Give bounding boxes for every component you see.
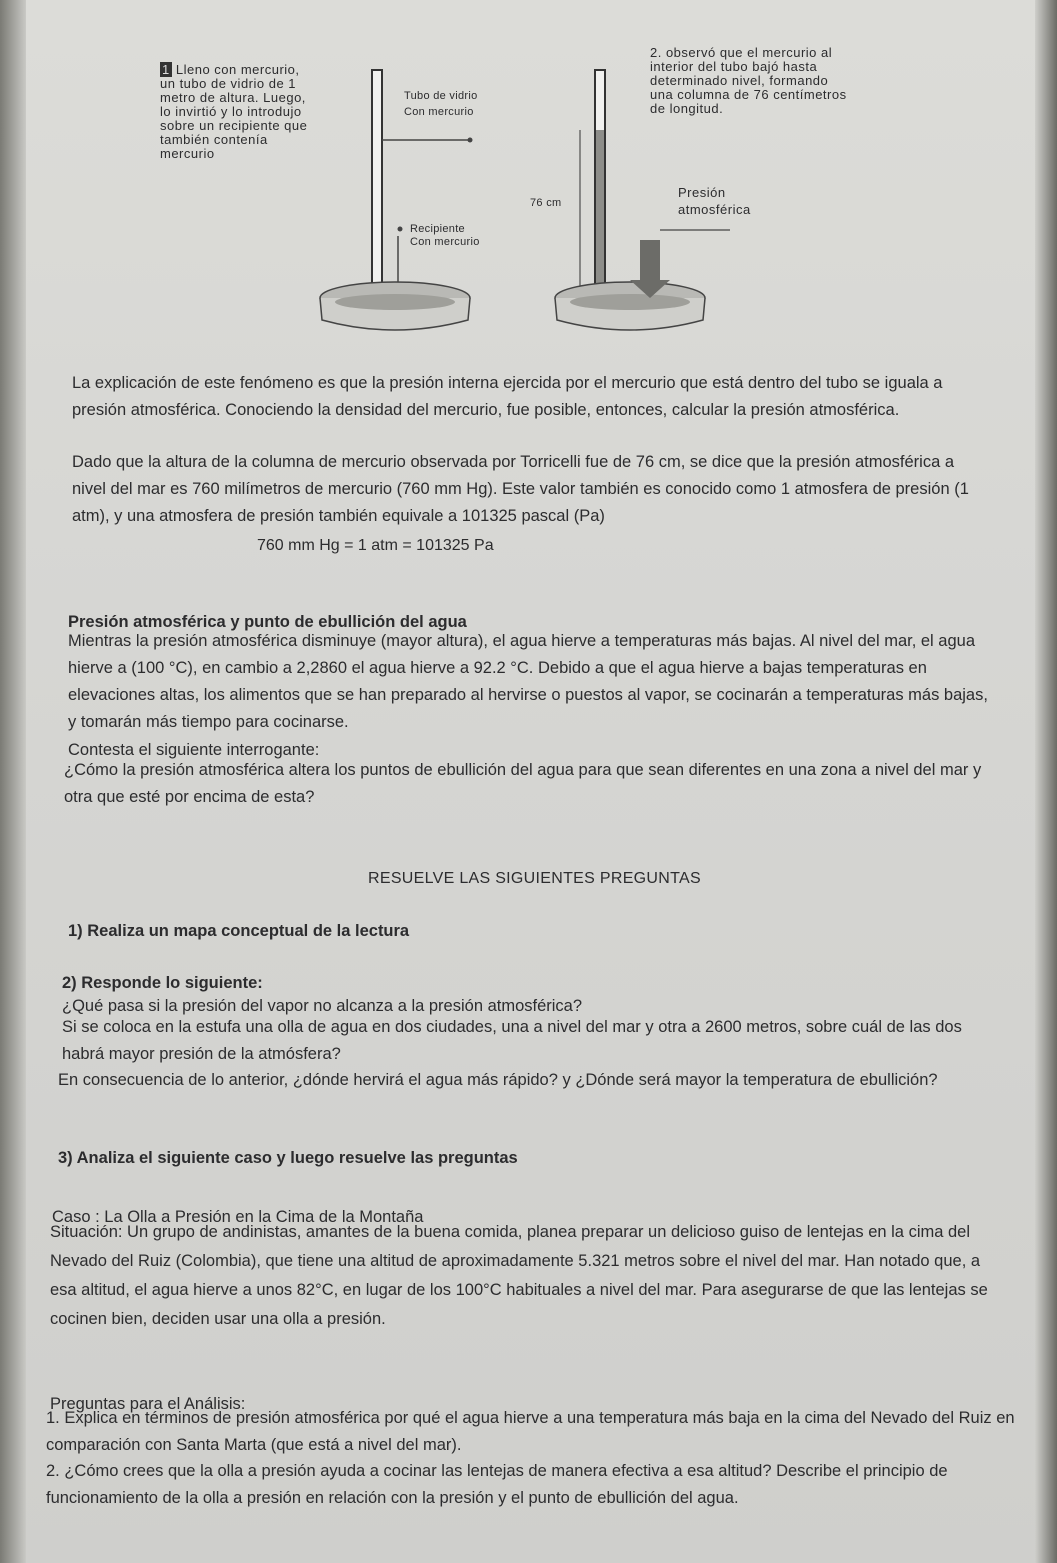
section-title-resuelve: RESUELVE LAS SIGUIENTES PREGUNTAS <box>368 870 701 887</box>
label-tube-2: Con mercurio <box>404 106 474 118</box>
analysis-title: Preguntas para el Análisis: <box>50 1395 246 1413</box>
label-container: Recipiente <box>410 223 465 235</box>
intro-paragraph-2: Dado que la altura de la columna de mercurio observada por Torricelli fue de 76 cm, se dice que la presión atmosférica a nivel del mar es 760 milímetros de mercurio (760 mm Hg). Este valor también es conocido como 1 atmosfera de presión (1 atm), y una atmosfera de presión también equivale a 101325 pascal (Pa) <box>72 453 969 525</box>
background-edge-left <box>0 0 26 1563</box>
step2-text: 2. observó que el mercurio al interior del tubo bajó hasta determinado nivel, formando una columna de 76 centímetros de longitud. <box>650 45 847 116</box>
section-paragraph-boiling: Mientras la presión atmosférica disminuye (mayor altura), el agua hierve a temperaturas más bajas. Al nivel del mar, el agua hierve a (100 °C), en cambio a 2,2860 el agua hierve a 92.2 °C. Debido a que el agua hierve a bajas temperaturas en elevaciones altas, los alimentos que se han preparado al hervirse o puestos al vapor, se cocinarán a temperaturas más bajas, y tomarán más tiempo para cocinarse. <box>68 632 988 731</box>
step1-number: 1 <box>162 62 170 77</box>
question-3-title: 3) Analiza el siguiente caso y luego resuelve las preguntas <box>58 1149 518 1167</box>
background-edge-right <box>1035 0 1057 1563</box>
label-pressure: Presión <box>678 185 726 200</box>
question-text: ¿Cómo la presión atmosférica altera los puntos de ebullición del agua para que sean diferentes en una zona a nivel del mar y otra que esté por encima de esta? <box>64 761 982 806</box>
glass-tube-left <box>372 70 382 290</box>
label-tube: Tubo de vidrio <box>404 90 478 102</box>
question-2a: ¿Qué pasa si la presión del vapor no alcanza a la presión atmosférica? <box>62 997 583 1015</box>
case-title: Caso : La Olla a Presión en la Cima de la Montaña <box>52 1208 424 1226</box>
label-column: 76 cm <box>530 197 562 209</box>
prompt-text: Contesta el siguiente interrogante: <box>68 741 320 759</box>
question-2-title: 2) Responde lo siguiente: <box>62 974 263 992</box>
analysis-question-1: 1. Explica en términos de presión atmosférica por qué el agua hierve a una temperatura más baja en la cima del Nevado del Ruiz en comparación con Santa Marta (que está a nivel del mar). <box>46 1409 1015 1454</box>
label-container-2: Con mercurio <box>410 236 480 248</box>
question-1: 1) Realiza un mapa conceptual de la lectura <box>68 922 410 940</box>
question-2b: Si se coloca en la estufa una olla de agua en dos ciudades, una a nivel del mar y otra a 2600 metros, sobre cuál de las dos habrá mayor presión de la atmósfera? <box>62 1018 962 1063</box>
section-title-boiling: Presión atmosférica y punto de ebullición del agua <box>68 613 467 631</box>
analysis-question-2: 2. ¿Cómo crees que la olla a presión ayuda a cocinar las lentejas de manera efectiva a esa altitud? Describe el principio de funcionamiento de la olla a presión en relación con la presión y el punto de ebullición del agua. <box>46 1462 948 1507</box>
intro-paragraph-1: La explicación de este fenómeno es que la presión interna ejercida por el mercurio que está dentro del tubo se iguala a presión atmosférica. Conociendo la densidad del mercurio, fue posible, entonces, calcular la presión atmosférica. <box>72 374 943 419</box>
step1-text: 1 Lleno con mercurio, un tubo de vidrio de 1 metro de altura. Luego, lo invirtió y lo introdujo sobre un recipiente que también contenía mercurio <box>160 62 308 161</box>
case-text: Situación: Un grupo de andinistas, amantes de la buena comida, planea preparar un delicioso guiso de lentejas en la cima del Nevado del Ruiz (Colombia), que tiene una altitud de aproximadamente 5.321 metros sobre el nivel del mar. Han notado que, a esa altitud, el agua hierve a unos 82°C, en lugar de los 100°C habituales a nivel del mar. Para asegurarse de que las lentejas se cocinen bien, deciden usar una olla a presión. <box>50 1223 988 1328</box>
question-2c: En consecuencia de lo anterior, ¿dónde hervirá el agua más rápido? y ¿Dónde será mayor la temperatura de ebullición? <box>58 1071 938 1089</box>
label-pressure-2: atmosférica <box>678 202 751 217</box>
equation: 760 mm Hg = 1 atm = 101325 Pa <box>257 537 494 554</box>
